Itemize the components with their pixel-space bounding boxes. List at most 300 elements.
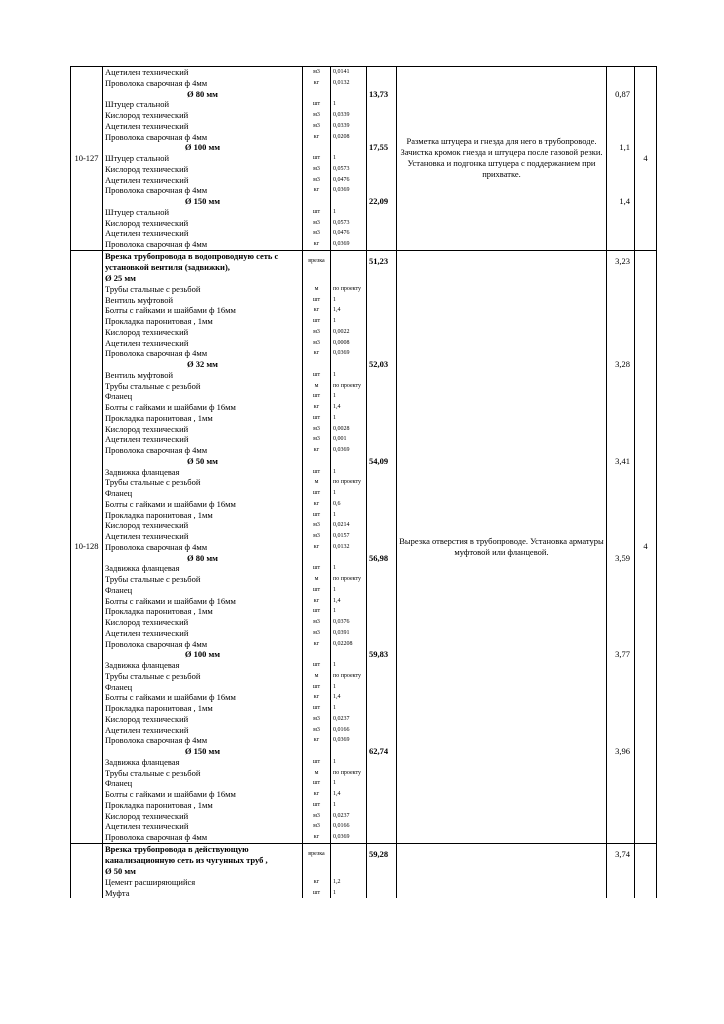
price-value — [367, 725, 397, 736]
resource-name: Болты с гайками и шайбами ф 16мм — [103, 402, 303, 413]
coefficient-value — [607, 639, 635, 650]
resource-unit: шт — [303, 606, 331, 617]
coefficient-value: 3,77 — [607, 649, 635, 660]
coefficient-value: 3,23 — [607, 250, 635, 273]
price-value — [367, 316, 397, 327]
coefficient-value — [607, 778, 635, 789]
resource-quantity: 1 — [331, 467, 367, 478]
resource-unit — [303, 866, 331, 877]
coefficient-value — [607, 467, 635, 478]
price-value — [367, 185, 397, 196]
coefficient-value — [607, 606, 635, 617]
resource-name: Фланец — [103, 391, 303, 402]
resource-name: Прокладка паронитовая , 1мм — [103, 510, 303, 521]
resource-quantity: 1 — [331, 660, 367, 671]
resource-name: Ø 50 мм — [103, 456, 303, 467]
resource-quantity: 0,6 — [331, 499, 367, 510]
price-value — [367, 402, 397, 413]
coefficient-value — [607, 510, 635, 521]
coefficient-value: 3,96 — [607, 746, 635, 757]
price-value — [367, 703, 397, 714]
resource-unit: кг — [303, 348, 331, 359]
price-value: 59,83 — [367, 649, 397, 660]
resource-name: Прокладка паронитовая , 1мм — [103, 413, 303, 424]
price-value — [367, 639, 397, 650]
resource-quantity: 1,4 — [331, 692, 367, 703]
coefficient-value — [607, 175, 635, 186]
price-value: 59,28 — [367, 843, 397, 866]
coefficient-value — [607, 821, 635, 832]
resource-quantity: 0,0022 — [331, 327, 367, 338]
coefficient-value — [607, 78, 635, 89]
resource-name: Ø 80 мм — [103, 553, 303, 564]
resource-name: Задвижка фланцевая — [103, 467, 303, 478]
resource-name: Кислород технический — [103, 714, 303, 725]
resource-name: Задвижка фланцевая — [103, 757, 303, 768]
resource-quantity: 0,0141 — [331, 67, 367, 78]
resource-unit: врезка — [303, 250, 331, 273]
resource-unit: м3 — [303, 811, 331, 822]
price-value — [367, 99, 397, 110]
coefficient-value — [607, 424, 635, 435]
resource-name: Трубы стальные с резьбой — [103, 381, 303, 392]
coefficient-value — [607, 273, 635, 284]
resource-quantity: 0,0028 — [331, 424, 367, 435]
resource-quantity: по проекту — [331, 477, 367, 488]
coefficient-value: 3,74 — [607, 843, 635, 866]
resource-quantity: 1,4 — [331, 305, 367, 316]
resource-name: Кислород технический — [103, 617, 303, 628]
resource-unit: м3 — [303, 628, 331, 639]
price-value — [367, 735, 397, 746]
coefficient-value — [607, 692, 635, 703]
resource-unit — [303, 89, 331, 100]
category-value: 4 — [635, 67, 657, 251]
coefficient-value — [607, 714, 635, 725]
resource-name: Прокладка паронитовая , 1мм — [103, 703, 303, 714]
resource-unit: шт — [303, 585, 331, 596]
resource-quantity: 1 — [331, 207, 367, 218]
resource-unit: кг — [303, 789, 331, 800]
resource-quantity: 0,0369 — [331, 832, 367, 843]
resource-unit: шт — [303, 370, 331, 381]
resource-name: Болты с гайками и шайбами ф 16мм — [103, 789, 303, 800]
resource-quantity: 0,0132 — [331, 78, 367, 89]
resource-unit: м3 — [303, 725, 331, 736]
resource-name: Кислород технический — [103, 520, 303, 531]
resource-name: Прокладка паронитовая , 1мм — [103, 606, 303, 617]
resource-quantity: 0,0573 — [331, 164, 367, 175]
table-row — [71, 67, 657, 78]
price-value — [367, 789, 397, 800]
resource-unit: кг — [303, 132, 331, 143]
coefficient-value — [607, 316, 635, 327]
coefficient-value — [607, 725, 635, 736]
resource-quantity — [331, 273, 367, 284]
coefficient-value — [607, 402, 635, 413]
price-value — [367, 800, 397, 811]
price-value — [367, 757, 397, 768]
resource-name: Кислород технический — [103, 811, 303, 822]
coefficient-value: 3,41 — [607, 456, 635, 467]
resource-unit: шт — [303, 888, 331, 899]
resource-name: Штуцер стальной — [103, 153, 303, 164]
resource-unit: кг — [303, 542, 331, 553]
resource-quantity: 1,4 — [331, 596, 367, 607]
price-value — [367, 110, 397, 121]
resource-quantity — [331, 89, 367, 100]
resource-unit: кг — [303, 692, 331, 703]
resource-name: Кислород технический — [103, 164, 303, 175]
resource-unit: шт — [303, 682, 331, 693]
resource-quantity — [331, 649, 367, 660]
resource-name: Прокладка паронитовая , 1мм — [103, 316, 303, 327]
coefficient-value — [607, 67, 635, 78]
price-value — [367, 273, 397, 284]
coefficient-value — [607, 596, 635, 607]
resource-quantity: 0,0339 — [331, 110, 367, 121]
coefficient-value — [607, 628, 635, 639]
resource-name: Трубы стальные с резьбой — [103, 284, 303, 295]
resource-unit: шт — [303, 800, 331, 811]
price-value — [367, 78, 397, 89]
resource-unit: м3 — [303, 821, 331, 832]
resource-name: Проволока сварочная ф 4мм — [103, 542, 303, 553]
resource-unit: кг — [303, 735, 331, 746]
resource-name: Болты с гайками и шайбами ф 16мм — [103, 499, 303, 510]
resource-name: Штуцер стальной — [103, 99, 303, 110]
coefficient-value: 0,87 — [607, 89, 635, 100]
resource-name: Кислород технический — [103, 110, 303, 121]
resource-quantity: 1 — [331, 682, 367, 693]
coefficient-value — [607, 207, 635, 218]
resource-name: Вентиль муфтовой — [103, 295, 303, 306]
resource-unit: шт — [303, 99, 331, 110]
coefficient-value — [607, 488, 635, 499]
price-value — [367, 175, 397, 186]
resource-unit: шт — [303, 207, 331, 218]
resource-name: Проволока сварочная ф 4мм — [103, 735, 303, 746]
coefficient-value — [607, 542, 635, 553]
resource-quantity — [331, 359, 367, 370]
price-value — [367, 239, 397, 250]
resource-unit: шт — [303, 413, 331, 424]
resource-quantity: 0,0369 — [331, 735, 367, 746]
resource-quantity: 0,02208 — [331, 639, 367, 650]
resource-unit: шт — [303, 703, 331, 714]
resource-name: Прокладка паронитовая , 1мм — [103, 800, 303, 811]
resource-name: Кислород технический — [103, 424, 303, 435]
coefficient-value — [607, 370, 635, 381]
resource-unit: м3 — [303, 327, 331, 338]
resource-quantity: 1 — [331, 888, 367, 899]
price-value — [367, 413, 397, 424]
coefficient-value — [607, 348, 635, 359]
price-value — [367, 284, 397, 295]
resource-quantity: 1 — [331, 295, 367, 306]
coefficient-value — [607, 757, 635, 768]
price-value — [367, 153, 397, 164]
price-value — [367, 488, 397, 499]
price-value — [367, 477, 397, 488]
resource-quantity: 1 — [331, 316, 367, 327]
resource-name: Ø 80 мм — [103, 89, 303, 100]
resource-name: Ацетилен технический — [103, 175, 303, 186]
resource-quantity: 0,0157 — [331, 531, 367, 542]
resource-unit — [303, 359, 331, 370]
coefficient-value: 3,59 — [607, 553, 635, 564]
coefficient-value — [607, 520, 635, 531]
coefficient-value — [607, 703, 635, 714]
resource-unit: м3 — [303, 714, 331, 725]
resource-quantity: по проекту — [331, 381, 367, 392]
resource-unit: шт — [303, 391, 331, 402]
coefficient-value — [607, 477, 635, 488]
coefficient-value — [607, 585, 635, 596]
price-value — [367, 510, 397, 521]
price-value — [367, 821, 397, 832]
resource-quantity: 0,001 — [331, 434, 367, 445]
resource-quantity: 1 — [331, 563, 367, 574]
price-value — [367, 888, 397, 899]
price-value — [367, 218, 397, 229]
coefficient-value — [607, 391, 635, 402]
resource-quantity: 0,0369 — [331, 348, 367, 359]
resource-quantity: 0,0008 — [331, 338, 367, 349]
resource-name: Трубы стальные с резьбой — [103, 768, 303, 779]
resource-quantity — [331, 746, 367, 757]
resource-name: Задвижка фланцевая — [103, 563, 303, 574]
resource-name: Проволока сварочная ф 4мм — [103, 78, 303, 89]
resource-name: Проволока сварочная ф 4мм — [103, 239, 303, 250]
resource-name: Фланец — [103, 778, 303, 789]
price-value — [367, 381, 397, 392]
coefficient-value: 1,1 — [607, 142, 635, 153]
resource-quantity: 0,0339 — [331, 121, 367, 132]
coefficient-value — [607, 153, 635, 164]
resource-quantity: 0,0237 — [331, 811, 367, 822]
coefficient-value — [607, 434, 635, 445]
resource-unit: м3 — [303, 617, 331, 628]
price-value — [367, 574, 397, 585]
resource-name: Врезка трубопровода в действующую канализационную сеть из чугунных труб , — [103, 843, 303, 866]
price-value: 62,74 — [367, 746, 397, 757]
resource-unit: м3 — [303, 424, 331, 435]
resource-unit: м3 — [303, 228, 331, 239]
resource-quantity: 0,0476 — [331, 175, 367, 186]
resource-unit: м3 — [303, 338, 331, 349]
resource-unit: кг — [303, 877, 331, 888]
price-value: 17,55 — [367, 142, 397, 153]
resource-unit: шт — [303, 757, 331, 768]
resource-unit: шт — [303, 153, 331, 164]
resource-name: Ацетилен технический — [103, 725, 303, 736]
coefficient-value — [607, 800, 635, 811]
resource-name: Ø 150 мм — [103, 196, 303, 207]
resource-unit: м3 — [303, 110, 331, 121]
resource-quantity — [331, 250, 367, 273]
resource-name: Кислород технический — [103, 218, 303, 229]
resource-quantity: 1 — [331, 391, 367, 402]
resource-name: Ø 100 мм — [103, 649, 303, 660]
price-value — [367, 434, 397, 445]
resource-name: Трубы стальные с резьбой — [103, 477, 303, 488]
resource-quantity — [331, 142, 367, 153]
coefficient-value — [607, 768, 635, 779]
resource-unit — [303, 649, 331, 660]
resource-unit — [303, 456, 331, 467]
price-value — [367, 445, 397, 456]
resource-unit: м3 — [303, 531, 331, 542]
resource-name: Ø 50 мм — [103, 866, 303, 877]
resource-quantity: 1 — [331, 99, 367, 110]
coefficient-value — [607, 617, 635, 628]
table-row — [71, 843, 657, 866]
price-value — [367, 305, 397, 316]
resource-unit: м — [303, 477, 331, 488]
coefficient-value — [607, 305, 635, 316]
resource-quantity: 0,0214 — [331, 520, 367, 531]
resource-name: Ацетилен технический — [103, 531, 303, 542]
resource-name: Ø 32 мм — [103, 359, 303, 370]
coefficient-value — [607, 832, 635, 843]
resource-quantity: 0,0166 — [331, 725, 367, 736]
resource-name: Проволока сварочная ф 4мм — [103, 445, 303, 456]
resource-unit: кг — [303, 305, 331, 316]
coefficient-value — [607, 531, 635, 542]
price-value: 56,98 — [367, 553, 397, 564]
resource-name: Ø 150 мм — [103, 746, 303, 757]
resource-unit — [303, 273, 331, 284]
resource-name: Задвижка фланцевая — [103, 660, 303, 671]
resource-name: Проволока сварочная ф 4мм — [103, 132, 303, 143]
resource-name: Проволока сварочная ф 4мм — [103, 639, 303, 650]
price-value — [367, 327, 397, 338]
resource-name: Ацетилен технический — [103, 228, 303, 239]
resource-name: Ацетилен технический — [103, 67, 303, 78]
resource-quantity: 0,0237 — [331, 714, 367, 725]
resource-name: Трубы стальные с резьбой — [103, 671, 303, 682]
resource-name: Трубы стальные с резьбой — [103, 574, 303, 585]
norms-table — [70, 66, 656, 898]
price-value: 51,23 — [367, 250, 397, 273]
resource-unit: шт — [303, 510, 331, 521]
resource-quantity: 0,0391 — [331, 628, 367, 639]
resource-unit: м3 — [303, 67, 331, 78]
price-value — [367, 531, 397, 542]
coefficient-value — [607, 185, 635, 196]
price-value — [367, 682, 397, 693]
resource-name: Болты с гайками и шайбами ф 16мм — [103, 305, 303, 316]
coefficient-value — [607, 284, 635, 295]
resource-quantity: 1 — [331, 800, 367, 811]
resource-unit: кг — [303, 832, 331, 843]
resource-quantity: 0,0369 — [331, 445, 367, 456]
resource-unit: шт — [303, 295, 331, 306]
price-value — [367, 768, 397, 779]
resource-unit: м3 — [303, 164, 331, 175]
resource-name: Ацетилен технический — [103, 338, 303, 349]
resource-quantity: 1 — [331, 778, 367, 789]
resource-unit — [303, 142, 331, 153]
price-value — [367, 121, 397, 132]
coefficient-value: 3,28 — [607, 359, 635, 370]
coefficient-value — [607, 295, 635, 306]
price-value — [367, 542, 397, 553]
resource-name: Ацетилен технический — [103, 628, 303, 639]
resource-quantity — [331, 456, 367, 467]
resource-unit: кг — [303, 499, 331, 510]
resource-unit: кг — [303, 402, 331, 413]
resource-quantity: 0,0376 — [331, 617, 367, 628]
resource-unit: м — [303, 381, 331, 392]
price-value — [367, 866, 397, 877]
resource-quantity: 0,0132 — [331, 542, 367, 553]
work-description: Разметка штуцера и гнезда для него в трубопроводе. Зачистка кромок гнезда и штуцера после газовой резки. Установка и подгонка штуцера с поддержанием при прихватке. — [397, 67, 607, 251]
resource-quantity — [331, 553, 367, 564]
resource-name: Кислород технический — [103, 327, 303, 338]
resource-name: Проволока сварочная ф 4мм — [103, 348, 303, 359]
coefficient-value — [607, 99, 635, 110]
resource-unit: шт — [303, 563, 331, 574]
coefficient-value — [607, 877, 635, 888]
coefficient-value — [607, 660, 635, 671]
resource-name: Ацетилен технический — [103, 434, 303, 445]
coefficient-value — [607, 563, 635, 574]
resource-quantity: по проекту — [331, 574, 367, 585]
coefficient-value — [607, 228, 635, 239]
resource-quantity: 0,0573 — [331, 218, 367, 229]
resource-quantity: 1 — [331, 757, 367, 768]
resource-quantity: по проекту — [331, 671, 367, 682]
resource-unit: шт — [303, 316, 331, 327]
resource-unit: кг — [303, 596, 331, 607]
resource-quantity: 1 — [331, 413, 367, 424]
resource-quantity: 0,0476 — [331, 228, 367, 239]
resource-name: Болты с гайками и шайбами ф 16мм — [103, 596, 303, 607]
resource-unit: м3 — [303, 520, 331, 531]
price-value: 54,09 — [367, 456, 397, 467]
coefficient-value — [607, 338, 635, 349]
price-value — [367, 391, 397, 402]
resource-name: Проволока сварочная ф 4мм — [103, 832, 303, 843]
price-value — [367, 606, 397, 617]
work-description — [397, 843, 607, 898]
price-value — [367, 811, 397, 822]
resource-unit: кг — [303, 185, 331, 196]
coefficient-value — [607, 789, 635, 800]
resource-unit: м3 — [303, 175, 331, 186]
resource-name: Муфта — [103, 888, 303, 899]
coefficient-value — [607, 381, 635, 392]
price-value — [367, 617, 397, 628]
price-value — [367, 832, 397, 843]
section-code — [71, 843, 103, 898]
resource-unit: кг — [303, 78, 331, 89]
resource-unit — [303, 746, 331, 757]
resource-quantity: 0,0369 — [331, 239, 367, 250]
resource-unit: кг — [303, 639, 331, 650]
resource-name: Фланец — [103, 585, 303, 596]
resource-unit: шт — [303, 467, 331, 478]
coefficient-value — [607, 574, 635, 585]
resource-name: Проволока сварочная ф 4мм — [103, 185, 303, 196]
resource-unit: врезка — [303, 843, 331, 866]
resource-name: Врезка трубопровода в водопроводную сеть с установкой вентиля (задвижки), — [103, 250, 303, 273]
resource-unit: шт — [303, 778, 331, 789]
resource-quantity: 1,4 — [331, 789, 367, 800]
resource-quantity: 0,0208 — [331, 132, 367, 143]
